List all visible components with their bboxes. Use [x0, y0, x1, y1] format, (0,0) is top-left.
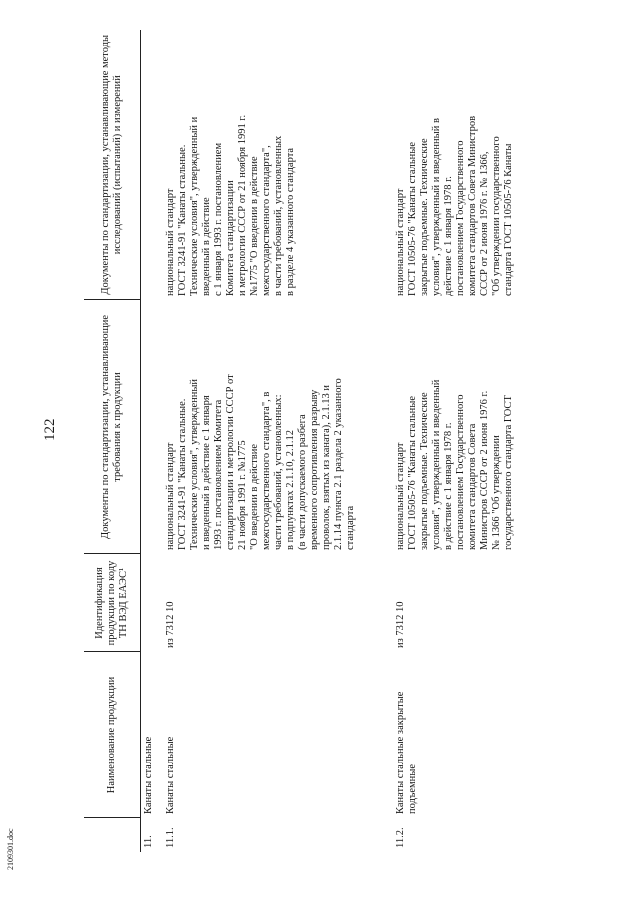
row-number: 11.	[143, 835, 154, 848]
footer-doc-code: 2109301.doc	[6, 828, 15, 870]
table-row	[163, 30, 393, 852]
standards-table	[84, 30, 567, 852]
methods-doc: национальный стандарт ГОСТ 3241-91 "Канаты стальные. Технические условия", утвержденный и введенный в действие с 1 января 1993 г. постановлением Комитета стандартизации и метрологии СССР от 21 ноября 1991 г. №1775 "О введении в действие межгосударственного стандарта", в части требований, установленных в разделе 4 указанного стандарта	[165, 114, 296, 296]
product-code	[141, 554, 164, 652]
table-row	[393, 30, 567, 852]
methods-doc	[141, 30, 164, 300]
product-name: Канаты стальные	[165, 736, 176, 814]
rotated-table-container	[84, 30, 604, 852]
methods-doc: национальный стандарт ГОСТ 10505-76 "Канаты стальные закрытые подъемные. Технические условия", утвержденный и введенный в действие с 1 января 1978 г. постановлением Государственного комитета стандартов Совета Министров СССР от 2 июня 1976 г. № 1366, "Об утверждении государственного стандарта ГОСТ 10505-76 Канаты	[395, 115, 514, 296]
requirements-doc: национальный стандарт ГОСТ 3241-91 "Канаты стальные. Технические условия", утвержденный и введенный в действие с 1 января 1993 г. постановлением Комитета стандартизации и метрологии СССР от 21 ноября 1991 г. №1775 "О введении в действие межгосударственного стандарта", в части требований, установленных: в подпунктах 2.1.10, 2.1.12 (в части допускаемого разбега временного сопротивления разрыву проволок, взятых из каната), 2.1.13 и 2.1.14 пункта 2.1 раздела 2 указанного стандарта	[165, 374, 356, 550]
product-code: из 7312 10	[395, 601, 406, 648]
row-number: 11.1.	[165, 827, 176, 848]
page-number: 122	[42, 418, 58, 441]
product-name: Канаты стальные закрытые подъемные	[395, 691, 418, 814]
requirements-doc: национальный стандарт ГОСТ 10505-76 "Канаты стальные закрытые подъемные. Технические условия", утвержденный и введенный в действие с 1 января 1978 г. постановлением Государственного комитета стандартов Совета Министров СССР от 2 июня 1976 г. № 1366 "Об утверждении государственного стандарта ГОСТ	[395, 379, 514, 550]
product-name: Канаты стальные	[143, 736, 154, 814]
table-row	[141, 30, 164, 852]
header-number	[84, 818, 141, 852]
table-header-row	[84, 30, 141, 852]
header-methods-docs: Документы по стандартизации, устанавливающие методы исследований (испытаний) и измерений	[84, 30, 141, 300]
header-product-name: Наименование продукции	[84, 652, 141, 818]
header-tn-ved-code: Идентификация продукции по коду ТН ВЭД ЕАЭС¹	[84, 554, 141, 652]
product-code: из 7312 10	[165, 601, 176, 648]
header-requirements-docs: Документы по стандартизации, устанавливающие требования к продукции	[84, 300, 141, 554]
requirements-doc	[141, 300, 164, 554]
row-number: 11.2.	[395, 827, 406, 848]
